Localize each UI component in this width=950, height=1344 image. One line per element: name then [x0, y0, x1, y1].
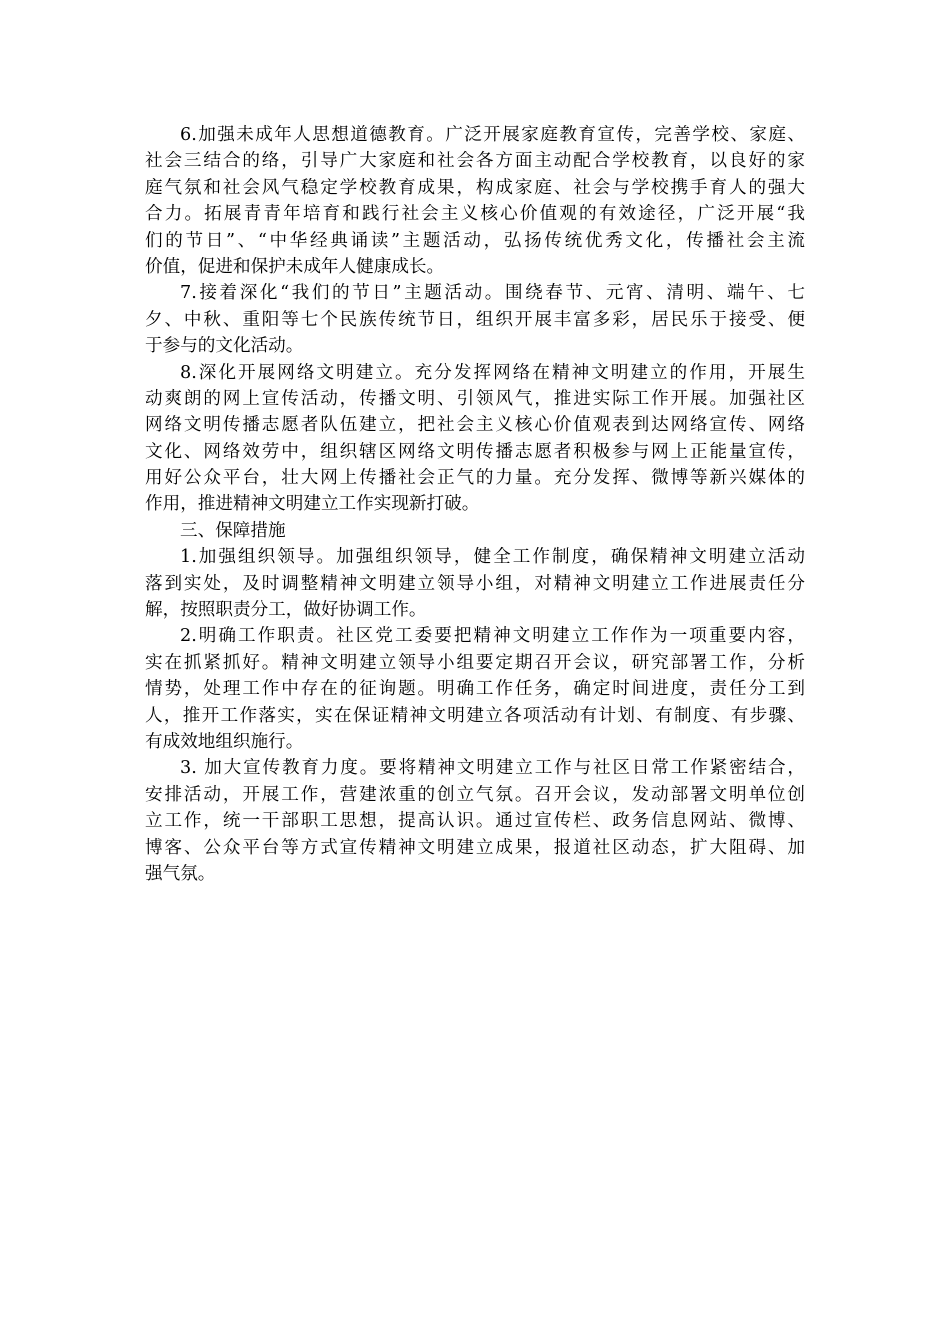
text-line: 安排活动，开展工作，营建浓重的创立气氛。召开会议，发动部署文明单位创 [145, 784, 805, 805]
text-line: 立工作，统一干部职工思想，提高认识。通过宣传栏、政务信息网站、微博、 [145, 811, 805, 832]
text-line: 解，按照职责分工，做好协调工作。 [145, 600, 427, 621]
text-line: 实在抓紧抓好。精神文明建立领导小组要定期召开会议，研究部署工作，分析 [145, 652, 805, 673]
text-line: 强气氛。 [145, 863, 216, 884]
text-line: 文化、网络效劳中，组织辖区网络文明传播志愿者积极参与网上正能量宣传， [145, 441, 805, 462]
text-line: 动爽朗的网上宣传活动，传播文明、引领风气，推进实际工作开展。加强社区 [145, 388, 805, 409]
text-line: 博客、公众平台等方式宣传精神文明建立成果，报道社区动态，扩大阻碍、加 [145, 837, 805, 858]
document-body [145, 122, 805, 887]
text-line: 6.加强未成年人思想道德教育。广泛开展家庭教育宣传，完善学校、家庭、 [180, 125, 805, 145]
text-line: 社会三结合的络，引导广大家庭和社会各方面主动配合学校教育，以良好的家 [145, 151, 805, 172]
text-line: 7.接着深化“我们的节日”主题活动。围绕春节、元宵、清明、端午、七 [180, 283, 805, 304]
text-line: 夕、中秋、重阳等七个民族传统节日，组织开展丰富多彩，居民乐于接受、便 [145, 309, 805, 330]
text-line: 8.深化开展网络文明建立。充分发挥网络在精神文明建立的作用，开展生 [180, 362, 805, 383]
text-line: 价值，促进和保护未成年人健康成长。 [145, 256, 445, 277]
text-line: 合力。拓展青青年培育和践行社会主义核心价值观的有效途径，广泛开展“我 [145, 204, 805, 225]
text-line: 落到实处，及时调整精神文明建立领导小组，对精神文明建立工作进展责任分 [145, 573, 805, 594]
text-line: 用好公众平台，壮大网上传播社会正气的力量。充分发挥、微博等新兴媒体的 [145, 468, 805, 489]
text-line: 网络文明传播志愿者队伍建立，把社会主义核心价值观表到达网络宣传、网络 [145, 415, 805, 436]
text-line: 有成效地组织施行。 [145, 731, 304, 752]
text-line: 1.加强组织领导。加强组织领导，健全工作制度，确保精神文明建立活动 [180, 547, 805, 568]
text-line: 3. 加大宣传教育力度。要将精神文明建立工作与社区日常工作紧密结合， [180, 758, 805, 779]
text-line: 于参与的文化活动。 [145, 336, 304, 357]
text-line: 庭气氛和社会风气稳定学校教育成果，构成家庭、社会与学校携手育人的强大 [145, 177, 805, 198]
text-line: 2.明确工作职责。社区党工委要把精神文明建立工作作为一项重要内容， [180, 626, 805, 647]
text-line: 作用，推进精神文明建立工作实现新打破。 [145, 494, 480, 515]
text-line: 情势，处理工作中存在的征询题。明确工作任务，确定时间进度，责任分工到 [145, 679, 805, 700]
text-line: 们的节日”、“中华经典诵读”主题活动，弘扬传统优秀文化，传播社会主流 [145, 230, 805, 251]
text-line: 人，推开工作落实，实在保证精神文明建立各项活动有计划、有制度、有步骤、 [145, 705, 805, 726]
text-line: 三、保障措施 [180, 520, 286, 541]
